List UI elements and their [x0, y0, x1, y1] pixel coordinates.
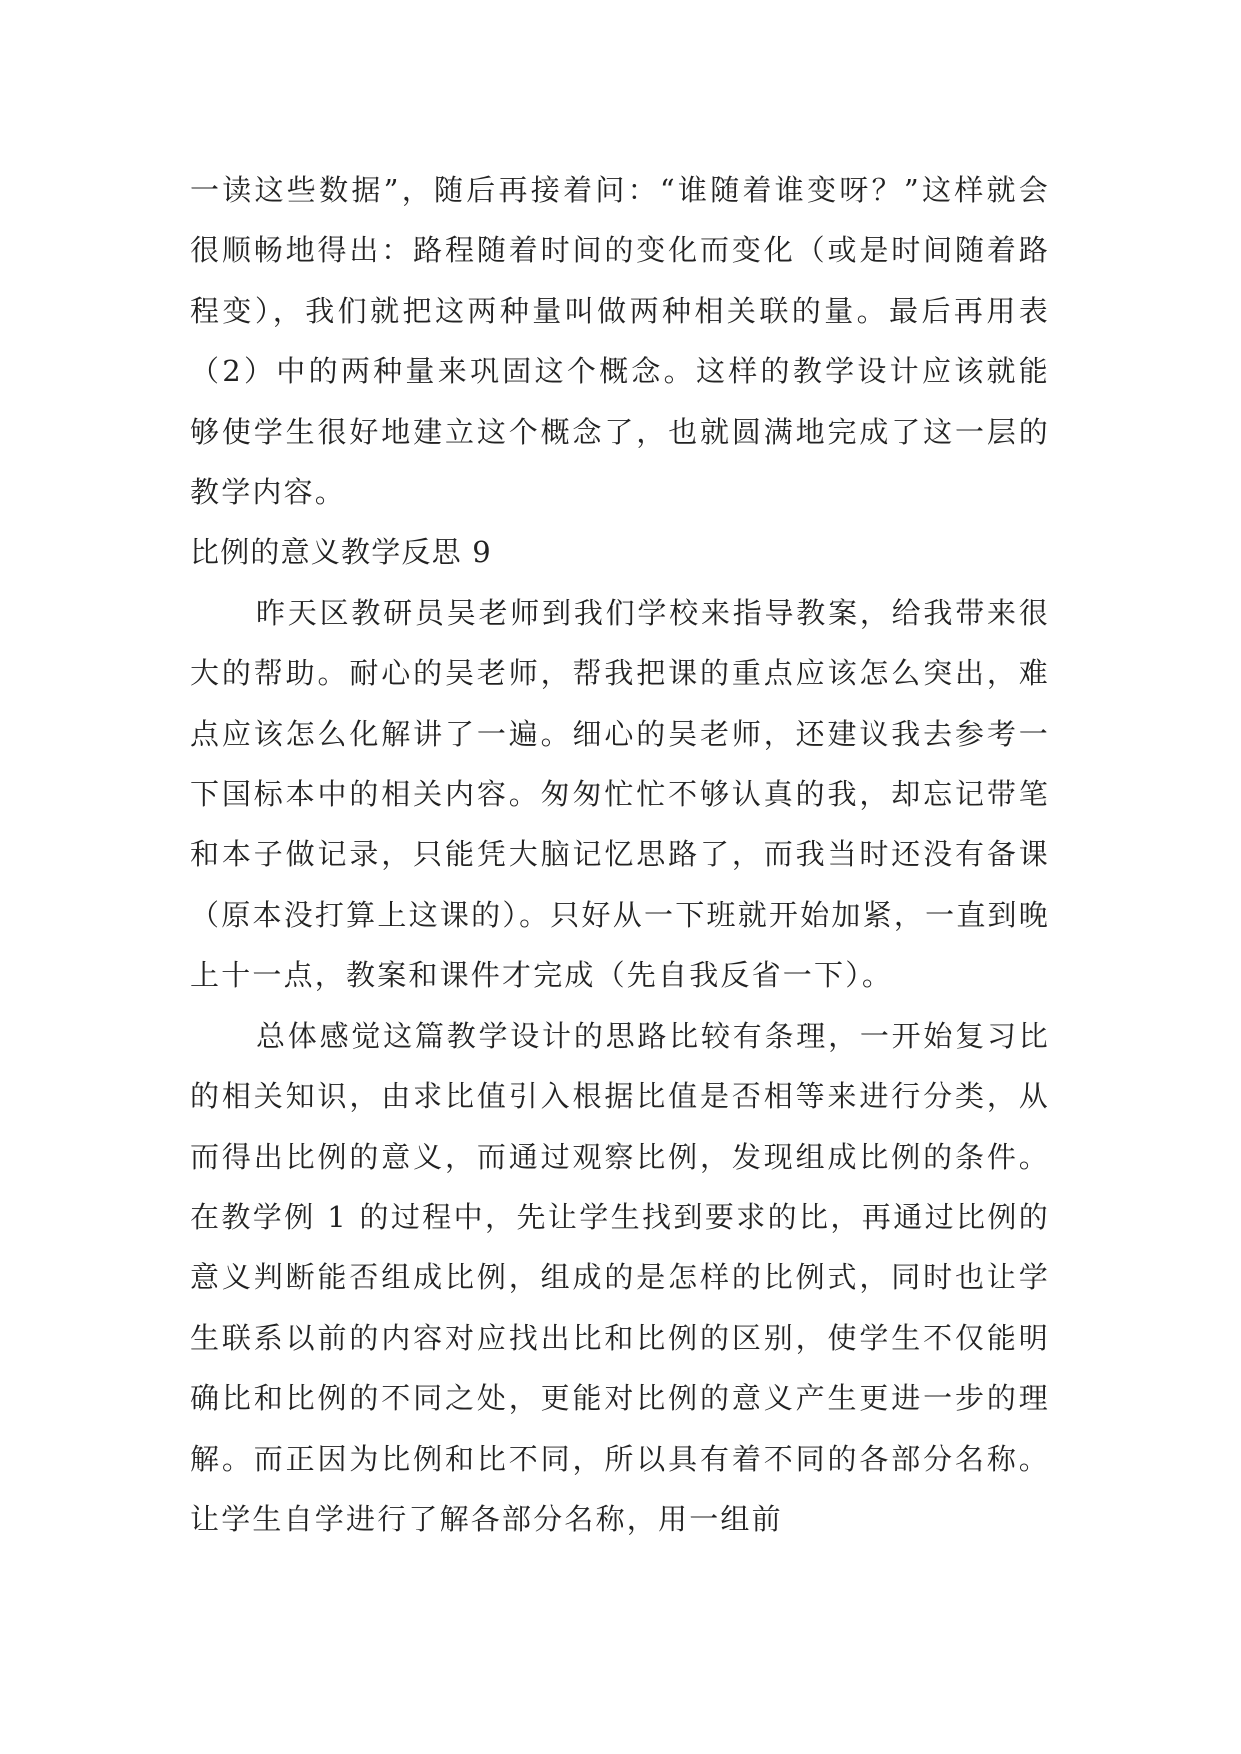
body-paragraph-continued: 一读这些数据”，随后再接着问：“谁随着谁变呀？”这样就会很顺畅地得出：路程随着时间的变化而变化（或是时间随着路程变），我们就把这两种量叫做两种相关联的量。最后再用表（2）中的两种量来巩固这个概念。这样的教学设计应该就能够使学生很好地建立这个概念了，也就圆满地完成了这一层的教学内容。 — [190, 173, 1050, 510]
section-title: 比例的意义教学反思 9 — [190, 535, 492, 570]
body-paragraph: 总体感觉这篇教学设计的思路比较有条理，一开始复习比的相关知识，由求比值引入根据比值是否相等来进行分类，从而得出比例的意义，而通过观察比例，发现组成比例的条件。在教学例 1 的过程中，先让学生找到要求的比，再通过比例的意义判断能否组成比例，组成的是怎样的比例式，同时也让学生联系以前的内容对应找出比和比例的区别，使学生不仅能明确比和比例的不同之处，更能对比例的意义产生更进一步的理解。而正因为比例和比不同，所以具有着不同的各部分名称。让学生自学进行了解各部分名称，用一组前 — [190, 1018, 1050, 1536]
document-body — [190, 160, 1050, 1549]
body-paragraph: 昨天区教研员吴老师到我们学校来指导教案，给我带来很大的帮助。耐心的吴老师，帮我把课的重点应该怎么突出，难点应该怎么化解讲了一遍。细心的吴老师，还建议我去参考一下国标本中的相关内容。匆匆忙忙不够认真的我，却忘记带笔和本子做记录，只能凭大脑记忆思路了，而我当时还没有备课（原本没打算上这课的）。只好从一下班就开始加紧，一直到晚上十一点，教案和课件才完成（先自我反省一下）。 — [190, 595, 1050, 993]
